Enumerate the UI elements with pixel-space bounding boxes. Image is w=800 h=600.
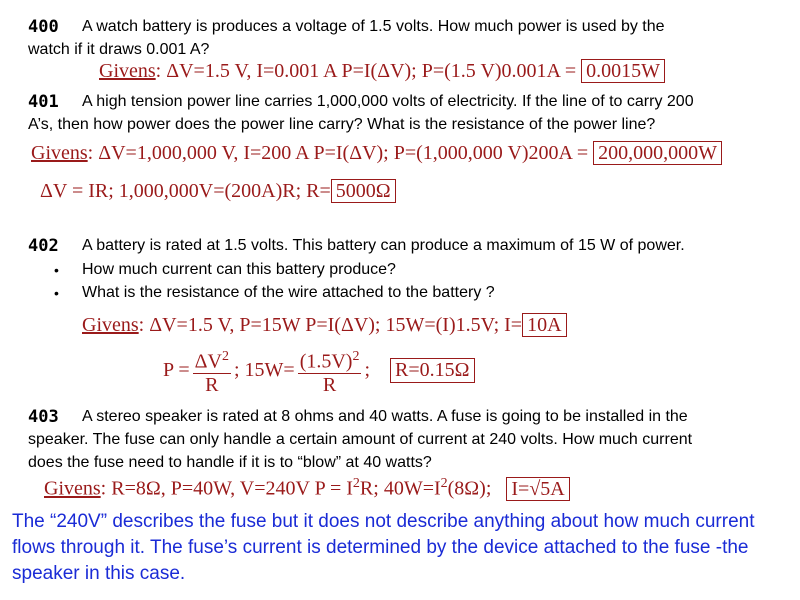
givens-label: Givens xyxy=(99,60,156,82)
answer-401-work xyxy=(31,142,722,165)
answer-403-work xyxy=(44,476,570,501)
question-number-402: 402 xyxy=(28,236,59,256)
separator: ; xyxy=(364,359,371,382)
answer-403-equation-a: : R=8Ω, P=40W, V=240V P = I xyxy=(100,477,353,500)
bullet-icon: • xyxy=(54,262,59,278)
fraction-value-squared-over-r xyxy=(298,346,362,396)
question-403-line2: speaker. The fuse can only handle a certain amount of current at 240 volts. How much current xyxy=(28,431,693,448)
question-402-line1: A battery is rated at 1.5 volts. This battery can produce a maximum of 15 W of power. xyxy=(82,237,685,254)
fraction-voltage-squared-over-r xyxy=(193,346,231,396)
exponent: 2 xyxy=(352,476,360,491)
answer-401-resistance-equation: ΔV = IR; 1,000,000V=(200A)R; R= xyxy=(40,180,331,202)
answer-401-equation: : ΔV=1,000,000 V, I=200 A P=I(ΔV); P=(1,000,000 V)200A = xyxy=(87,142,589,164)
answer-401-resistance-result: 5000Ω xyxy=(331,179,396,203)
question-402-bullet-1: How much current can this battery produce? xyxy=(82,261,396,278)
fuse-explanation-note: The “240V” describes the fuse but it does not describe anything about how much current flows through it. The fuse’s current is determined by the device attached to the fuse -the speaker in this case. xyxy=(12,511,755,584)
fraction-denominator: R xyxy=(322,373,337,396)
answer-402-resistance xyxy=(163,346,475,396)
answer-403-equation-b: R; 40W=I xyxy=(359,477,441,500)
givens-label: Givens xyxy=(82,314,139,336)
question-number-403: 403 xyxy=(28,407,59,427)
givens-label: Givens xyxy=(31,142,88,164)
answer-403-equation-c: (8Ω); xyxy=(447,477,492,500)
answer-401-resistance xyxy=(40,180,396,203)
bullet-icon: • xyxy=(54,285,59,301)
answer-402-equation: : ΔV=1.5 V, P=15W P=I(ΔV); 15W=(I)1.5V; I= xyxy=(138,314,523,336)
question-403-line3: does the fuse need to handle if it is to “blow” at 40 watts? xyxy=(28,454,432,471)
answer-400-result: 0.0015W xyxy=(581,59,665,83)
question-number-401: 401 xyxy=(28,92,59,112)
exponent: 2 xyxy=(440,476,448,491)
answer-400-equation: : ΔV=1.5 V, I=0.001 A P=I(ΔV); P=(1.5 V)0.001A = xyxy=(155,60,577,82)
question-401-line2: A’s, then how power does the power line carry? What is the resistance of the power line? xyxy=(28,116,656,133)
answer-403-result: I=√5A xyxy=(506,477,569,501)
question-401-line1: A high tension power line carries 1,000,000 volts of electricity. If the line of to carry 200 xyxy=(82,93,694,110)
question-400-line2: watch if it draws 0.001 A? xyxy=(28,41,210,58)
question-400-line1: A watch battery is produces a voltage of 1.5 volts. How much power is used by the xyxy=(82,18,665,35)
answer-402-result: 10A xyxy=(522,313,566,337)
question-number-400: 400 xyxy=(28,17,59,37)
givens-label: Givens xyxy=(44,477,101,500)
answer-401-result: 200,000,000W xyxy=(593,141,722,165)
exponent: 2 xyxy=(352,349,360,364)
exponent: 2 xyxy=(221,349,229,364)
fraction-denominator: R xyxy=(205,373,219,396)
fraction-numerator: (1.5V) xyxy=(299,350,353,373)
separator: ; 15W= xyxy=(233,359,295,382)
answer-400-work xyxy=(99,60,665,83)
answer-402-resistance-result: R=0.15Ω xyxy=(390,358,474,383)
question-403-line1: A stereo speaker is rated at 8 ohms and 40 watts. A fuse is going to be installed in the xyxy=(82,408,688,425)
power-equation-label: P = xyxy=(163,359,190,382)
question-402-bullet-2: What is the resistance of the wire attached to the battery ? xyxy=(82,284,495,301)
fraction-numerator: ΔV xyxy=(194,350,222,373)
answer-402-work xyxy=(82,314,567,337)
